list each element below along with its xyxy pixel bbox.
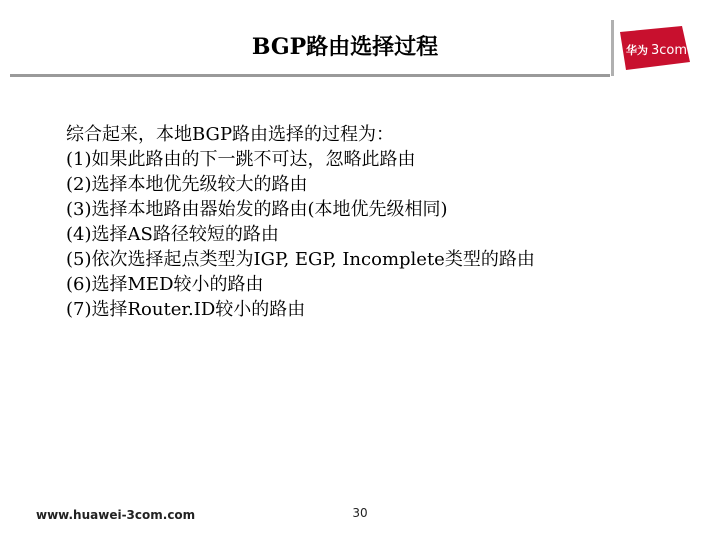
logo-brand-cn: 华为 [626,44,648,57]
list-item: (5)依次选择起点类型为IGP, EGP, Incomplete类型的路由 [66,249,535,270]
list-item: (3)选择本地路由器始发的路由(本地优先级相同) [66,199,448,220]
title-divider [10,74,610,77]
list-item: (4)选择AS路径较短的路由 [66,224,279,245]
huawei-3com-logo [616,24,694,72]
list-item: 综合起来，本地BGP路由选择的过程为： [66,124,395,145]
page-number: 30 [352,506,368,520]
list-item: (7)选择Router.ID较小的路由 [66,299,306,320]
list-item: (2)选择本地优先级较大的路由 [66,174,308,195]
list-item: (1)如果此路由的下一跳不可达，忽略此路由 [66,149,416,170]
bgp-selection-list [66,122,535,322]
logo-brand-en: 3com [651,43,688,58]
logo-divider [611,20,614,76]
list-item: (6)选择MED较小的路由 [66,274,264,295]
slide-title: BGP路由选择过程 [251,34,439,60]
footer-url: www.huawei-3com.com [36,508,196,522]
